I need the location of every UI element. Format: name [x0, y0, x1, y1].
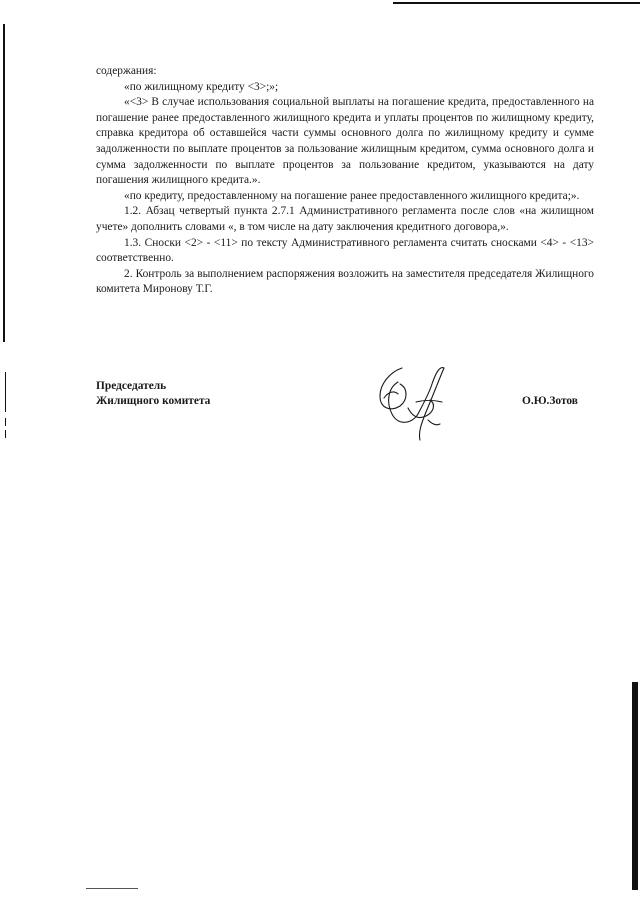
paragraph-quote-loan: «по кредиту, предоставленному на погашение ранее предоставленного жилищного кредита;».: [124, 189, 580, 202]
handwritten-signature: [372, 362, 456, 444]
scan-edge-left-fragment: [5, 430, 6, 438]
scan-edge-bottom: [86, 888, 138, 889]
document-body: [96, 64, 594, 298]
paragraph-quote-credit: «по жилищному кредиту <3>;»;: [124, 80, 279, 93]
paragraph-footnote-3: «<3> В случае использования социальной выплаты на погашение кредита, предоставленного на погашение ранее предоставленного жилищного кредита и уплаты процентов по жилищному кредиту, справка кредитора об оставшейся части суммы основного долга по жилищному кредиту и сумме задолженности по выплате процентов за пользование жилищным кредитом, сумма основного долга и сумма задолженности по выплате процентов за пользование кредитом, указываются на дату погашения жилищного кредита.».: [96, 96, 594, 187]
signatory-name: О.Ю.Зотов: [522, 395, 578, 407]
scan-edge-left: [3, 24, 5, 342]
signatory-title: [96, 379, 210, 409]
signatory-title-line-2: Жилищного комитета: [96, 395, 211, 408]
scan-edge-top: [393, 2, 640, 4]
paragraph-clause-2: 2. Контроль за выполнением распоряжения возложить на заместителя председателя Жилищного комитета Миронову Т.Г.: [96, 267, 594, 296]
scan-edge-left-fragment: [5, 418, 6, 426]
scan-edge-right: [632, 682, 638, 890]
paragraph-clause-1-2: 1.2. Абзац четвертый пункта 2.7.1 Административного регламента после слов «на жилищном учете» дополнить словами «, в том числе на дату заключения кредитного договора,».: [96, 205, 594, 233]
paragraph-intro: содержания:: [96, 65, 157, 77]
scan-edge-left-fragment: [5, 372, 6, 412]
signatory-title-line-1: Председатель: [96, 380, 167, 392]
paragraph-clause-1-3: 1.3. Сноски <2> - <11> по тексту Административного регламента считать сносками <4> - <13> соответственно.: [96, 236, 594, 265]
